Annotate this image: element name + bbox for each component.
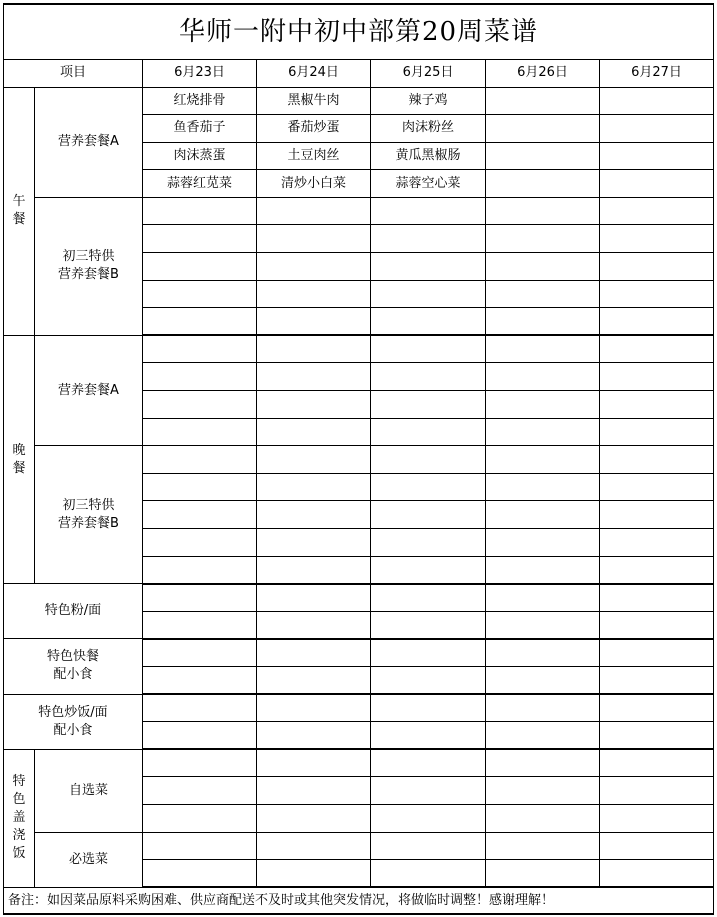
item-header: 项目 (4, 59, 143, 87)
dish-cell (486, 391, 600, 419)
dish-cell (257, 363, 371, 391)
noodle-special-label: 特色粉/面 (4, 584, 143, 639)
dish-cell (371, 749, 486, 777)
dish-cell (257, 391, 371, 419)
dish-cell (257, 225, 371, 253)
dish-cell (600, 225, 714, 253)
dish-cell (371, 418, 486, 446)
dish-cell: 肉沫蒸蛋 (143, 142, 257, 170)
dish-cell (143, 391, 257, 419)
dish-cell (486, 501, 600, 529)
dish-cell (143, 363, 257, 391)
dish-cell (371, 639, 486, 667)
dish-cell (143, 804, 257, 832)
dish-cell (257, 501, 371, 529)
dish-cell (257, 197, 371, 225)
dish-cell (143, 418, 257, 446)
dish-cell (371, 666, 486, 694)
dish-cell (600, 722, 714, 750)
dish-cell (143, 666, 257, 694)
dish-cell (371, 280, 486, 308)
dish-cell (600, 804, 714, 832)
dish-cell (257, 280, 371, 308)
dish-cell (371, 804, 486, 832)
dish-cell: 蒜蓉红苋菜 (143, 170, 257, 198)
dish-cell (143, 860, 257, 888)
dish-cell (257, 473, 371, 501)
dish-cell (600, 777, 714, 805)
page-title: 华师一附中初中部第20周菜谱 (4, 4, 714, 59)
dish-cell (486, 197, 600, 225)
dish-cell (486, 556, 600, 584)
dish-cell (486, 529, 600, 557)
dish-cell (600, 584, 714, 612)
dish-cell (371, 611, 486, 639)
dish-cell (600, 170, 714, 198)
dinner-section-label: 晚 餐 (4, 335, 35, 583)
dish-cell (486, 584, 600, 612)
dish-cell: 辣子鸡 (371, 87, 486, 115)
dish-cell (257, 694, 371, 722)
dinner-set-a-label: 营养套餐A (35, 335, 143, 445)
dish-cell (600, 280, 714, 308)
dish-cell (143, 529, 257, 557)
date-header: 6月23日 (143, 59, 257, 87)
rice-bowl-section-label: 特 色 盖 浇 饭 (4, 749, 35, 887)
dish-cell (143, 694, 257, 722)
dish-cell (143, 556, 257, 584)
dish-cell (600, 749, 714, 777)
dish-cell (143, 611, 257, 639)
dish-cell (371, 584, 486, 612)
dish-cell (143, 639, 257, 667)
dish-cell (600, 335, 714, 363)
dish-cell: 番茄炒蛋 (257, 115, 371, 143)
dish-cell (257, 860, 371, 888)
dish-cell (600, 556, 714, 584)
dish-cell (486, 611, 600, 639)
dish-cell (600, 308, 714, 336)
dish-cell (600, 639, 714, 667)
dish-cell (257, 639, 371, 667)
footer-note: 备注：如因菜品原料采购困难、供应商配送不及时或其他突发情况，将做临时调整！感谢理解！ (4, 887, 714, 914)
lunch-set-a-label: 营养套餐A (35, 87, 143, 197)
dish-cell (600, 473, 714, 501)
dish-cell (600, 611, 714, 639)
dish-cell (143, 501, 257, 529)
dish-cell (257, 611, 371, 639)
dish-cell (257, 446, 371, 474)
dish-cell (486, 777, 600, 805)
dish-cell (486, 115, 600, 143)
dish-cell (371, 197, 486, 225)
dish-cell (486, 860, 600, 888)
dish-cell (600, 860, 714, 888)
dish-cell (371, 253, 486, 281)
dish-cell (371, 722, 486, 750)
dish-cell (257, 749, 371, 777)
dish-cell (257, 722, 371, 750)
dish-cell (371, 363, 486, 391)
dish-cell (143, 253, 257, 281)
dish-cell (371, 777, 486, 805)
dish-cell (143, 584, 257, 612)
date-header: 6月27日 (600, 59, 714, 87)
fried-rice-special-label: 特色炒饭/面 配小食 (4, 694, 143, 749)
dish-cell (486, 225, 600, 253)
dish-cell (371, 225, 486, 253)
dish-cell (486, 335, 600, 363)
dish-cell (486, 722, 600, 750)
dish-cell: 黑椒牛肉 (257, 87, 371, 115)
dish-cell (600, 253, 714, 281)
dish-cell (486, 253, 600, 281)
dish-cell (600, 115, 714, 143)
dish-cell (371, 308, 486, 336)
dish-cell (143, 225, 257, 253)
date-header: 6月26日 (486, 59, 600, 87)
lunch-section-label: 午 餐 (4, 87, 35, 335)
dish-cell (257, 308, 371, 336)
dish-cell (600, 666, 714, 694)
dish-cell (257, 666, 371, 694)
dish-cell (486, 308, 600, 336)
dish-cell: 肉沫粉丝 (371, 115, 486, 143)
dish-cell (486, 170, 600, 198)
dish-cell: 土豆肉丝 (257, 142, 371, 170)
dish-cell (143, 335, 257, 363)
dish-cell (486, 804, 600, 832)
menu-table (3, 3, 714, 915)
dish-cell (600, 363, 714, 391)
dish-cell (486, 694, 600, 722)
dish-cell (486, 832, 600, 860)
optional-dish-label: 自选菜 (35, 749, 143, 832)
dish-cell (371, 529, 486, 557)
dish-cell (486, 363, 600, 391)
dish-cell (600, 694, 714, 722)
dish-cell (143, 777, 257, 805)
dish-cell: 蒜蓉空心菜 (371, 170, 486, 198)
dish-cell (600, 832, 714, 860)
dish-cell (257, 556, 371, 584)
dish-cell (257, 529, 371, 557)
dish-cell (486, 280, 600, 308)
dish-cell (486, 87, 600, 115)
dish-cell (257, 418, 371, 446)
date-header: 6月24日 (257, 59, 371, 87)
dish-cell (486, 639, 600, 667)
dish-cell (257, 832, 371, 860)
dish-cell (600, 197, 714, 225)
dinner-set-b-label: 初三特供 营养套餐B (35, 446, 143, 584)
dish-cell: 红烧排骨 (143, 87, 257, 115)
dish-cell (371, 556, 486, 584)
dish-cell: 鱼香茄子 (143, 115, 257, 143)
required-dish-label: 必选菜 (35, 832, 143, 887)
dish-cell (600, 142, 714, 170)
dish-cell: 黄瓜黑椒肠 (371, 142, 486, 170)
dish-cell (486, 142, 600, 170)
dish-cell (257, 253, 371, 281)
dish-cell (143, 197, 257, 225)
dish-cell (486, 473, 600, 501)
dish-cell (257, 335, 371, 363)
dish-cell (143, 749, 257, 777)
dish-cell (600, 501, 714, 529)
dish-cell (143, 280, 257, 308)
dish-cell (371, 446, 486, 474)
dish-cell (371, 860, 486, 888)
dish-cell (600, 418, 714, 446)
fast-food-special-label: 特色快餐 配小食 (4, 639, 143, 694)
dish-cell (257, 584, 371, 612)
dish-cell (600, 529, 714, 557)
dish-cell (371, 473, 486, 501)
dish-cell: 清炒小白菜 (257, 170, 371, 198)
dish-cell (257, 777, 371, 805)
dish-cell (143, 446, 257, 474)
dish-cell (143, 308, 257, 336)
dish-cell (371, 832, 486, 860)
dish-cell (143, 473, 257, 501)
dish-cell (486, 666, 600, 694)
dish-cell (371, 335, 486, 363)
dish-cell (143, 832, 257, 860)
dish-cell (600, 391, 714, 419)
dish-cell (257, 804, 371, 832)
dish-cell (371, 694, 486, 722)
date-header: 6月25日 (371, 59, 486, 87)
dish-cell (143, 722, 257, 750)
dish-cell (600, 446, 714, 474)
dish-cell (371, 501, 486, 529)
dish-cell (371, 391, 486, 419)
dish-cell (486, 446, 600, 474)
dish-cell (486, 749, 600, 777)
lunch-set-b-label: 初三特供 营养套餐B (35, 197, 143, 335)
dish-cell (486, 418, 600, 446)
dish-cell (600, 87, 714, 115)
